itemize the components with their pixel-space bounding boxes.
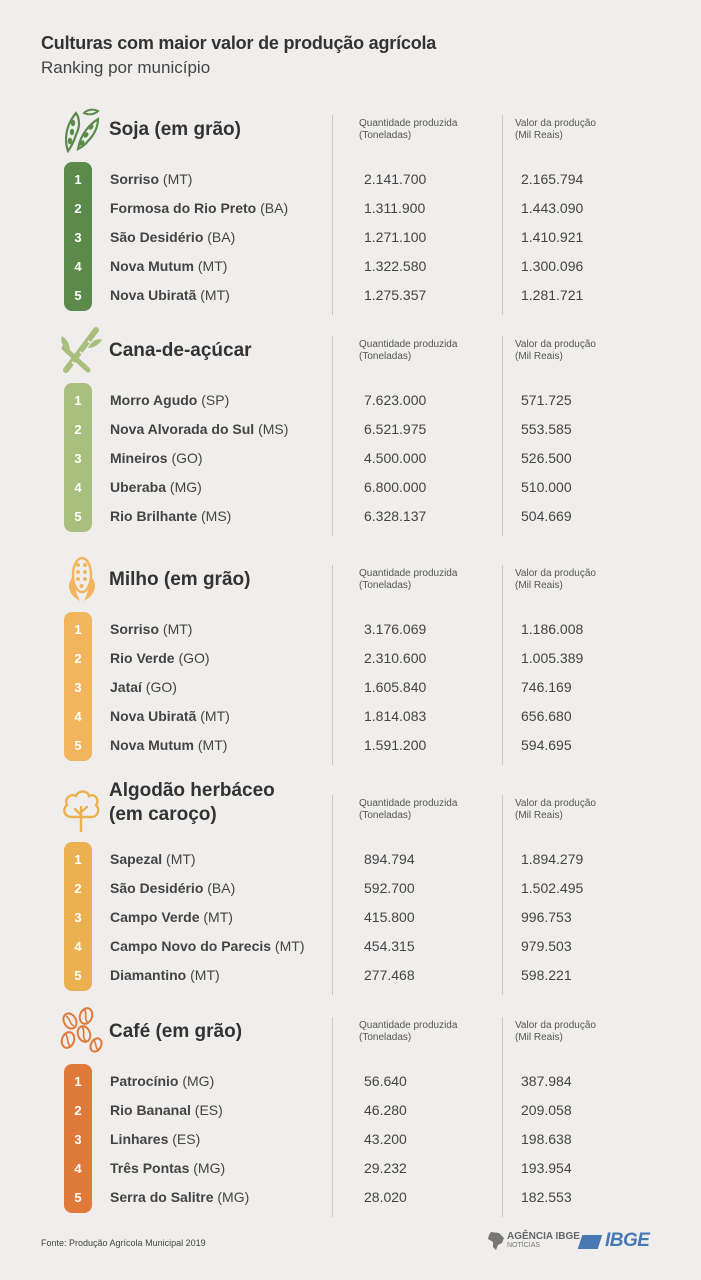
quantity-value: 2.141.700	[364, 171, 427, 187]
municipality-name	[110, 223, 235, 252]
header-line: Quantidade produzida	[359, 339, 458, 350]
table-row	[0, 673, 701, 702]
header-line: (Toneladas)	[359, 351, 412, 362]
city-name: Campo Verde	[110, 909, 200, 925]
city-name: Nova Alvorada do Sul	[110, 421, 255, 437]
municipality-name	[110, 415, 288, 444]
agencia-logo-bottom: NOTÍCIAS	[507, 1242, 541, 1249]
city-name: Jataí	[110, 679, 142, 695]
state-code: (MT)	[162, 851, 196, 867]
quantity-value: 6.800.000	[364, 479, 427, 495]
quantity-header	[359, 1020, 457, 1044]
quantity-value: 1.271.100	[364, 229, 427, 245]
quantity-value: 454.315	[364, 938, 415, 954]
quantity-value: 7.623.000	[364, 392, 427, 408]
rank-number: 3	[74, 680, 82, 695]
value-header	[515, 118, 596, 142]
rank-number: 2	[74, 1103, 82, 1118]
state-code: (MG)	[178, 1073, 215, 1089]
coffee-beans-icon	[58, 1007, 104, 1055]
production-value: 1.502.495	[521, 880, 584, 896]
header-line: Quantidade produzida	[359, 1020, 458, 1031]
rank-number: 2	[74, 881, 82, 896]
quantity-value: 29.232	[364, 1160, 407, 1176]
quantity-value: 56.640	[364, 1073, 407, 1089]
state-code: (MG)	[189, 1160, 226, 1176]
corn-icon	[58, 555, 104, 603]
quantity-value: 43.200	[364, 1131, 407, 1147]
state-code: (GO)	[141, 679, 177, 695]
quantity-value: 1.814.083	[364, 708, 427, 724]
production-value: 598.221	[521, 967, 572, 983]
city-name: Sapezal	[110, 851, 163, 867]
production-value: 526.500	[521, 450, 572, 466]
table-row	[0, 194, 701, 223]
municipality-name	[110, 644, 210, 673]
crop-name-line: Algodão herbáceo	[109, 780, 275, 801]
source-note: Fonte: Produção Agrícola Municipal 2019	[41, 1238, 206, 1248]
quantity-value: 415.800	[364, 909, 415, 925]
crop-name	[109, 568, 250, 592]
city-name: Rio Bananal	[110, 1102, 191, 1118]
city-name: São Desidério	[110, 880, 204, 896]
quantity-value: 277.468	[364, 967, 415, 983]
quantity-value: 1.322.580	[364, 258, 427, 274]
municipality-name	[110, 281, 230, 310]
page-title: Culturas com maior valor de produção agrícola	[41, 33, 437, 53]
quantity-value: 1.311.900	[364, 200, 426, 216]
rank-number: 2	[74, 201, 82, 216]
production-value: 182.553	[521, 1189, 572, 1205]
municipality-name	[110, 1067, 214, 1096]
production-value: 1.005.389	[521, 650, 584, 666]
rank-number: 4	[74, 939, 82, 954]
rank-number: 1	[74, 1074, 82, 1089]
state-code: (MS)	[254, 421, 289, 437]
rank-number: 1	[74, 393, 82, 408]
city-name: Mineiros	[110, 450, 168, 466]
city-name: Diamantino	[110, 967, 187, 983]
city-name: Campo Novo do Parecis	[110, 938, 272, 954]
city-name: Formosa do Rio Preto	[110, 200, 257, 216]
crop-section	[0, 555, 701, 770]
brazil-map-icon	[487, 1231, 505, 1251]
rank-number: 2	[74, 422, 82, 437]
rank-number: 3	[74, 1132, 82, 1147]
header-line: (Mil Reais)	[515, 351, 563, 362]
municipality-name	[110, 673, 177, 702]
rank-number: 3	[74, 451, 82, 466]
state-code: (ES)	[190, 1102, 223, 1118]
table-row	[0, 932, 701, 961]
city-name: Patrocínio	[110, 1073, 179, 1089]
state-code: (MT)	[186, 967, 220, 983]
quantity-header	[359, 568, 457, 592]
header-line: Valor da produção	[515, 1020, 596, 1031]
production-value: 1.300.096	[521, 258, 584, 274]
municipality-name	[110, 1154, 225, 1183]
ibge-mark-icon	[578, 1235, 603, 1249]
municipality-name	[110, 961, 220, 990]
rank-number: 4	[74, 259, 82, 274]
quantity-value: 1.591.200	[364, 737, 427, 753]
header-line: (Toneladas)	[359, 810, 412, 821]
production-value: 1.894.279	[521, 851, 584, 867]
table-row	[0, 1067, 701, 1096]
quantity-header	[359, 339, 457, 363]
production-value: 1.281.721	[521, 287, 584, 303]
crop-name-line: Soja (em grão)	[109, 119, 241, 140]
rank-number: 4	[74, 1161, 82, 1176]
production-value: 1.410.921	[521, 229, 584, 245]
crop-name	[109, 779, 275, 827]
table-row	[0, 386, 701, 415]
quantity-value: 1.275.357	[364, 287, 427, 303]
municipality-name	[110, 845, 196, 874]
header-line: (Toneladas)	[359, 1032, 412, 1043]
rank-number: 1	[74, 852, 82, 867]
production-value: 656.680	[521, 708, 572, 724]
crop-name-line: Cana-de-açúcar	[109, 340, 252, 361]
value-header	[515, 339, 596, 363]
quantity-header	[359, 798, 457, 822]
table-row	[0, 644, 701, 673]
city-name: Rio Verde	[110, 650, 175, 666]
city-name: Nova Ubiratã	[110, 708, 197, 724]
municipality-name	[110, 874, 235, 903]
rank-number: 5	[74, 1190, 82, 1205]
rank-number: 4	[74, 480, 82, 495]
table-row	[0, 281, 701, 310]
value-header	[515, 1020, 596, 1044]
header-line: Quantidade produzida	[359, 568, 458, 579]
state-code: (MT)	[194, 737, 228, 753]
crop-section	[0, 105, 701, 320]
crop-name	[109, 339, 252, 363]
table-row	[0, 874, 701, 903]
table-row	[0, 223, 701, 252]
table-row	[0, 702, 701, 731]
state-code: (MT)	[196, 287, 230, 303]
table-row	[0, 415, 701, 444]
crop-name-line: Café (em grão)	[109, 1021, 243, 1042]
state-code: (BA)	[203, 229, 236, 245]
production-value: 571.725	[521, 392, 572, 408]
municipality-name	[110, 1183, 249, 1212]
municipality-name	[110, 194, 288, 223]
state-code: (MT)	[194, 258, 228, 274]
state-code: (MT)	[159, 621, 193, 637]
municipality-name	[110, 1125, 200, 1154]
table-row	[0, 1125, 701, 1154]
table-row	[0, 845, 701, 874]
quantity-value: 2.310.600	[364, 650, 427, 666]
rank-number: 5	[74, 968, 82, 983]
municipality-name	[110, 444, 203, 473]
header-line: (Mil Reais)	[515, 1032, 563, 1043]
value-header	[515, 568, 596, 592]
table-row	[0, 1154, 701, 1183]
table-row	[0, 165, 701, 194]
city-name: Linhares	[110, 1131, 169, 1147]
city-name: São Desidério	[110, 229, 204, 245]
state-code: (BA)	[203, 880, 236, 896]
municipality-name	[110, 615, 192, 644]
state-code: (MT)	[199, 909, 233, 925]
production-value: 1.443.090	[521, 200, 584, 216]
production-value: 979.503	[521, 938, 572, 954]
production-value: 510.000	[521, 479, 572, 495]
state-code: (MG)	[213, 1189, 250, 1205]
table-row	[0, 903, 701, 932]
rank-number: 1	[74, 172, 82, 187]
table-row	[0, 473, 701, 502]
state-code: (MS)	[197, 508, 232, 524]
production-value: 2.165.794	[521, 171, 584, 187]
crop-name	[109, 1020, 242, 1044]
header-line: Valor da produção	[515, 568, 596, 579]
crop-name-line: (em caroço)	[109, 804, 217, 825]
city-name: Morro Agudo	[110, 392, 198, 408]
state-code: (SP)	[197, 392, 230, 408]
rank-number: 5	[74, 509, 82, 524]
crop-section	[0, 326, 701, 541]
header-line: (Mil Reais)	[515, 580, 563, 591]
quantity-header	[359, 118, 457, 142]
header-line: Quantidade produzida	[359, 798, 458, 809]
production-value: 193.954	[521, 1160, 572, 1176]
city-name: Sorriso	[110, 621, 160, 637]
quantity-value: 4.500.000	[364, 450, 427, 466]
state-code: (ES)	[168, 1131, 201, 1147]
agencia-logo-top: AGÊNCIA IBGE	[507, 1231, 580, 1242]
table-row	[0, 1183, 701, 1212]
municipality-name	[110, 165, 192, 194]
rank-number: 4	[74, 709, 82, 724]
rank-number: 5	[74, 738, 82, 753]
crop-name-line: Milho (em grão)	[109, 569, 251, 590]
municipality-name	[110, 932, 304, 961]
municipality-name	[110, 731, 227, 760]
quantity-value: 894.794	[364, 851, 415, 867]
header-line: Valor da produção	[515, 798, 596, 809]
production-value: 746.169	[521, 679, 572, 695]
state-code: (MG)	[166, 479, 202, 495]
city-name: Sorriso	[110, 171, 160, 187]
municipality-name	[110, 473, 202, 502]
production-value: 387.984	[521, 1073, 572, 1089]
quantity-value: 6.328.137	[364, 508, 427, 524]
municipality-name	[110, 702, 230, 731]
header-line: Quantidade produzida	[359, 118, 458, 129]
state-code: (MT)	[159, 171, 193, 187]
value-header	[515, 798, 596, 822]
production-value: 996.753	[521, 909, 572, 925]
quantity-value: 28.020	[364, 1189, 407, 1205]
municipality-name	[110, 903, 233, 932]
city-name: Nova Mutum	[110, 258, 194, 274]
municipality-name	[110, 386, 229, 415]
header-line: Valor da produção	[515, 339, 596, 350]
table-row	[0, 961, 701, 990]
production-value: 1.186.008	[521, 621, 584, 637]
page-subtitle: Ranking por município	[41, 58, 211, 77]
city-name: Nova Mutum	[110, 737, 194, 753]
soy-icon	[58, 105, 104, 153]
production-value: 553.585	[521, 421, 572, 437]
table-row	[0, 1096, 701, 1125]
municipality-name	[110, 1096, 223, 1125]
rank-number: 3	[74, 910, 82, 925]
rank-number: 2	[74, 651, 82, 666]
table-row	[0, 731, 701, 760]
city-name: Nova Ubiratã	[110, 287, 197, 303]
table-row	[0, 502, 701, 531]
state-code: (BA)	[256, 200, 289, 216]
quantity-value: 46.280	[364, 1102, 407, 1118]
rank-number: 3	[74, 230, 82, 245]
ibge-logo	[580, 1230, 660, 1254]
production-value: 209.058	[521, 1102, 572, 1118]
crop-name	[109, 118, 241, 142]
crop-section	[0, 1007, 701, 1222]
city-name: Uberaba	[110, 479, 167, 495]
ibge-logo-text: IBGE	[605, 1230, 650, 1251]
header-line: (Mil Reais)	[515, 130, 563, 141]
state-code: (MT)	[196, 708, 230, 724]
header-line: (Toneladas)	[359, 580, 412, 591]
header-line: Valor da produção	[515, 118, 596, 129]
city-name: Três Pontas	[110, 1160, 190, 1176]
quantity-value: 592.700	[364, 880, 415, 896]
header-line: (Mil Reais)	[515, 810, 563, 821]
city-name: Rio Brilhante	[110, 508, 198, 524]
production-value: 594.695	[521, 737, 572, 753]
rank-number: 5	[74, 288, 82, 303]
state-code: (GO)	[167, 450, 203, 466]
header-line: (Toneladas)	[359, 130, 412, 141]
crop-section	[0, 780, 701, 1000]
rank-number: 1	[74, 622, 82, 637]
municipality-name	[110, 252, 227, 281]
sugarcane-icon	[58, 326, 104, 374]
table-row	[0, 444, 701, 473]
state-code: (MT)	[271, 938, 305, 954]
municipality-name	[110, 502, 231, 531]
quantity-value: 3.176.069	[364, 621, 427, 637]
production-value: 198.638	[521, 1131, 572, 1147]
cotton-icon	[58, 785, 104, 833]
production-value: 504.669	[521, 508, 572, 524]
city-name: Serra do Salitre	[110, 1189, 214, 1205]
table-row	[0, 252, 701, 281]
table-row	[0, 615, 701, 644]
state-code: (GO)	[174, 650, 210, 666]
quantity-value: 6.521.975	[364, 421, 427, 437]
quantity-value: 1.605.840	[364, 679, 427, 695]
